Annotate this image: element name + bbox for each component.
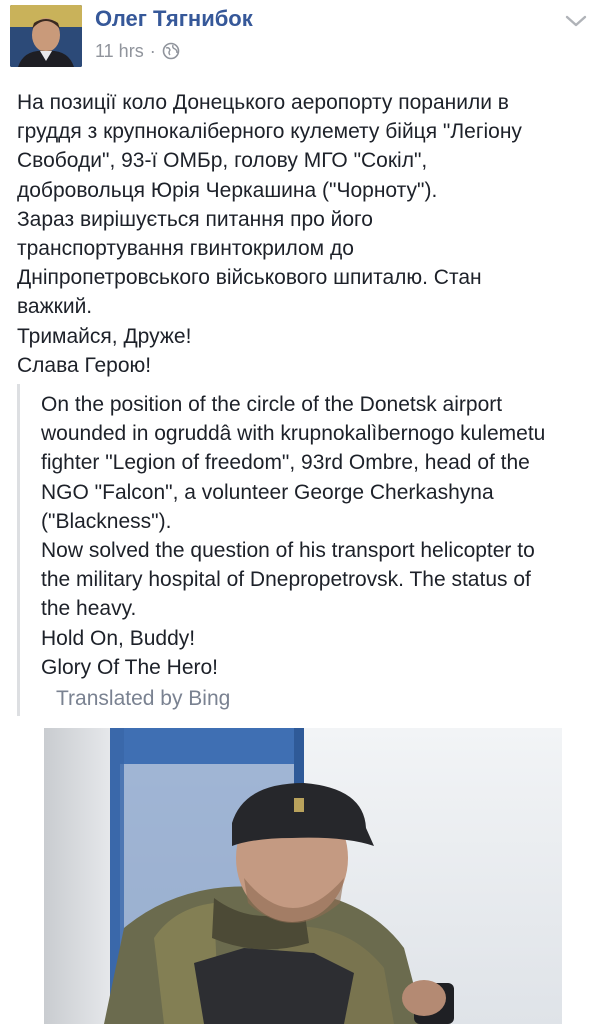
translation-text-line: the military hospital of Dnepropetrovsk. The status of	[41, 568, 531, 592]
translation-text-line: Glory Of The Hero!	[41, 655, 219, 679]
post-text-line: важкий.	[17, 295, 93, 319]
translation-text-line: fighter "Legion of freedom", 93rd Ombre, head of the	[41, 451, 530, 475]
translation-text-line: wounded in ogruddâ with krupnokalìbernogo kulemetu	[41, 422, 546, 446]
globe-icon	[162, 42, 180, 60]
post-text-line: добровольця Юрія Черкашина ("Чорноту").	[17, 178, 438, 202]
translation-text-line: NGO "Falcon", a volunteer George Cherkashyna	[41, 480, 494, 504]
post-text-line: Тримайся, Друже!	[17, 324, 192, 348]
translation-block	[17, 384, 600, 716]
meta-separator: ·	[149, 41, 156, 61]
translation-body	[41, 390, 545, 682]
post-photo[interactable]	[44, 728, 562, 1024]
post-text-line: Свободи", 93-ї ОМБр, голову МГО "Сокіл",	[17, 149, 428, 173]
post-text-line: Зараз вирішується питання про його	[17, 207, 373, 231]
translation-text-line: On the position of the circle of the Donetsk airport	[41, 393, 503, 416]
chevron-down-icon[interactable]	[564, 12, 588, 30]
translated-by-link[interactable]: Translated by Bing	[56, 687, 231, 710]
post-text-line: Дніпропетровського військового шпиталю. Стан	[17, 266, 482, 290]
post-body	[17, 88, 595, 380]
translation-text-line: ("Blackness").	[41, 509, 172, 533]
post-text-line: груддя з крупнокаліберного кулемету бійця "Легіону	[17, 120, 522, 144]
post-text-line: транспортування гвинтокрилом до	[17, 237, 354, 261]
translation-text-line: Hold On, Buddy!	[41, 626, 196, 650]
post-text-line: Слава Герою!	[17, 353, 152, 377]
author-avatar[interactable]	[10, 5, 82, 67]
post-text-line: На позиції коло Донецького аеропорту поранили в	[17, 91, 509, 114]
author-name[interactable]: Олег Тягнибок	[95, 6, 253, 31]
translation-text-line: Now solved the question of his transport helicopter to	[41, 539, 535, 563]
post-timestamp[interactable]: 11 hrs	[95, 41, 144, 61]
translation-text-line: the heavy.	[41, 597, 137, 621]
post-meta	[95, 40, 180, 62]
